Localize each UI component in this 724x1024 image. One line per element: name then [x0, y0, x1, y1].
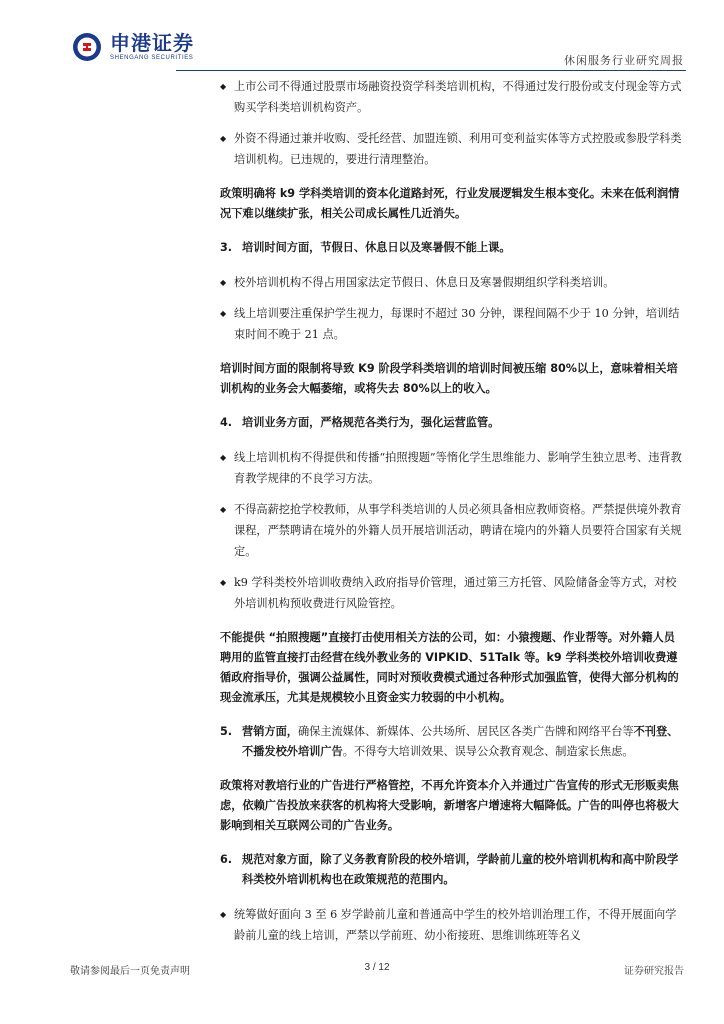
header-divider: [176, 70, 686, 71]
section-heading-tail: 。不得夸大培训效果、误导公众教育观念、制造家长焦虑。: [342, 745, 634, 758]
report-title: 休闲服务行业研究周报: [564, 54, 684, 67]
bullet-item: ◆ 线上培训要注重保护学生视力，每课时不超过 30 分钟，课程间隔不少于 10 分钟，培训结束时间不晚于 21 点。: [220, 303, 686, 345]
section-number: 5.: [220, 725, 233, 738]
brand-name-en: SHENGANG SECURITIES: [110, 55, 194, 61]
section-heading-body: 确保主流媒体、新媒体、公共场所、居民区各类广告牌和网络平台等: [297, 725, 634, 738]
brand-name-cn: 申港证券: [110, 31, 194, 55]
bullet-item: ◆ 线上培训机构不得提供和传播“拍照搜题”等惰化学生思维能力、影响学生独立思考、违背教育教学规律的不良学习方法。: [220, 447, 686, 489]
shengang-logo-icon: [72, 32, 102, 62]
section-number: 4.: [220, 416, 233, 429]
bullet-item: ◆ k9 学科类校外培训收费纳入政府指导价管理，通过第三方托管、风险储备金等方式，对校外培训机构预收费进行风险管控。: [220, 572, 686, 614]
section-number: 3.: [220, 241, 233, 254]
summary-paragraph: 政策明确将 k9 学科类培训的资本化道路封死，行业发展逻辑发生根本变化。未来在低利润情况下难以继续扩张，相关公司成长属性几近消失。: [220, 187, 680, 220]
report-type: 证券研究报告: [624, 966, 684, 977]
section-heading-emphasis: 不刊登、不播发校外培训广告: [242, 725, 679, 758]
section-number: 6.: [220, 853, 233, 866]
bullet-item: ◆ 校外培训机构不得占用国家法定节假日、休息日及寒暑假期组织学科类培训。: [220, 272, 686, 293]
summary-paragraph: 政策将对教培行业的广告进行严格管控，不再允许资本介入并通过广告宣传的形式无形贩卖焦虑，依赖广告投放来获客的机构将大受影响，新增客户增速将大幅降低。广告的叫停也将极大影响到相关互联网公司的广告业务。: [220, 779, 679, 832]
bullet-item: ◆ 上市公司不得通过股票市场融资投资学科类培训机构，不得通过发行股份或支付现金等方式购买学科类培训机构资产。: [220, 76, 686, 118]
disclaimer-note: 敬请参阅最后一页免责声明: [70, 966, 190, 977]
section-heading-lead: 营销方面，: [242, 725, 298, 738]
page-number: 3 / 12: [364, 962, 390, 973]
section-heading-text: 培训业务方面，严格规范各类行为，强化运营监管。: [242, 416, 500, 429]
section-heading-text: 培训时间方面，节假日、休息日以及寒暑假不能上课。: [242, 241, 511, 254]
bullet-item: ◆ 外资不得通过兼并收购、受托经营、加盟连锁、利用可变利益实体等方式控股或参股学科类培训机构。已违规的，要进行清理整治。: [220, 128, 686, 170]
summary-paragraph: 培训时间方面的限制将导致 K9 阶段学科类培训的培训时间被压缩 80%以上，意味着相关培训机构的业务会大幅萎缩，或将失去 80%以上的收入。: [220, 362, 678, 395]
company-logo: [72, 32, 194, 62]
bullet-item: ◆ 统筹做好面向 3 至 6 岁学龄前儿童和普通高中学生的校外培训治理工作，不得开展面向学龄前儿童的线上培训，严禁以学前班、幼小衔接班、思维训练班等名义: [220, 904, 686, 946]
section-heading-5: [220, 722, 686, 762]
section-heading-6: [220, 850, 686, 890]
bullet-item: ◆ 不得高薪挖抢学校教师，从事学科类培训的人员必须具备相应教师资格。严禁提供境外教育课程，严禁聘请在境外的外籍人员开展培训活动，聘请在境内的外籍人员要符合国家有关规定。: [220, 499, 686, 562]
report-body: [220, 74, 686, 956]
summary-paragraph: 不能提供 “拍照搜题”直接打击使用相关方法的公司，如：小猿搜题、作业帮等。对外籍人员聘用的监管直接打击经营在线外教业务的 VIPKID、51Talk 等。k9 学科类校外培训收费遵循政府指导价，强调公益属性，同时对预收费模式通过各种形式加强监管，使得大部分机构的现金流承压，尤其是规模较小且资金实力较弱的中小机构。: [220, 631, 679, 704]
section-heading-4: [220, 413, 686, 433]
section-heading-3: [220, 238, 686, 258]
section-heading-text: 规范对象方面，除了义务教育阶段的校外培训，学龄前儿童的校外培训机构和高中阶段学科类校外培训机构也在政策规范的范围内。: [242, 853, 679, 886]
